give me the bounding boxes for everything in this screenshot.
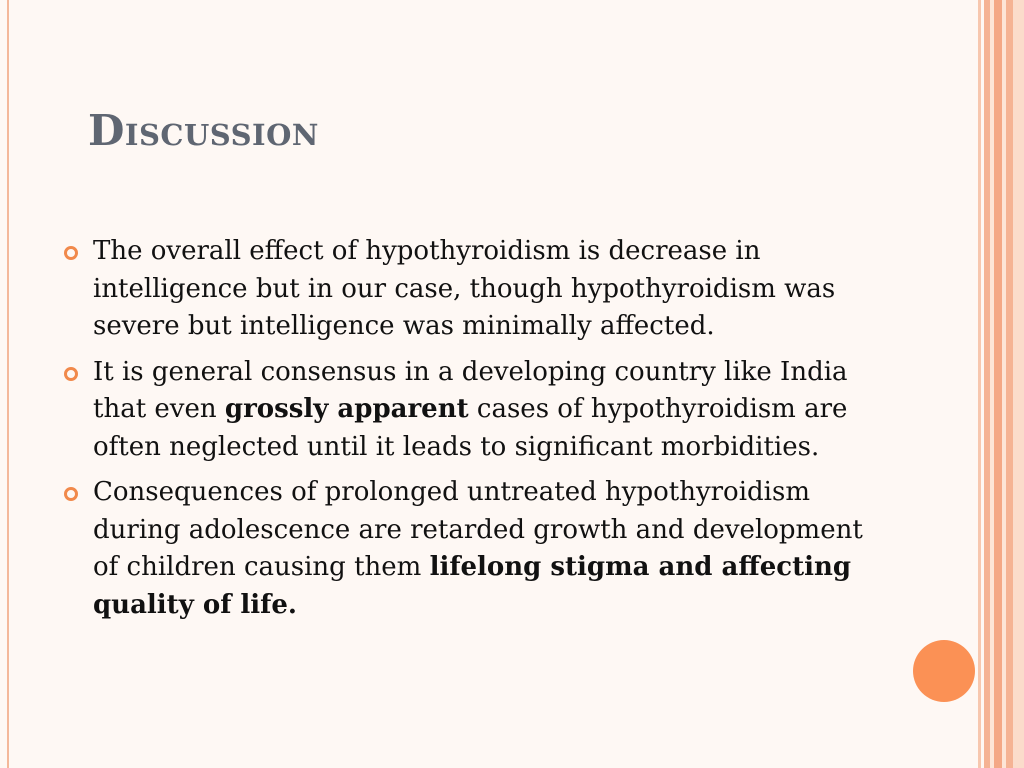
bullet-list <box>93 233 893 632</box>
bullet-3-text-a: Consequences of prolonged untreated hypothyroidism during adolescence are retarded growth and development of children causing them <box>93 477 863 582</box>
slide-title: Discussion <box>88 106 319 155</box>
right-stripe-1 <box>978 0 981 768</box>
bullet-2-text-c: cases of hypothyroidism are often neglected until it leads to significant morbidities. <box>93 394 848 462</box>
bullet-1-text: The overall effect of hypothyroidism is decrease in intelligence but in our case, though hypothyroidism was severe but intelligence was minimally affected. <box>93 236 836 341</box>
bullet-ring-icon <box>64 367 78 381</box>
bullet-item-3 <box>93 474 893 624</box>
bullet-3-text-bold: lifelong stigma and affecting quality of life. <box>93 552 852 620</box>
bullet-ring-icon <box>64 487 78 501</box>
right-stripe-6 <box>1006 0 1013 768</box>
bullet-item-2 <box>93 354 893 467</box>
bullet-2-text-a: It is general consensus in a developing country like India that even <box>93 356 848 424</box>
right-stripe-4 <box>994 0 1002 768</box>
bullet-2-text-bold: grossly apparent <box>224 394 469 424</box>
bullet-item-1 <box>93 233 893 346</box>
decorative-orange-circle <box>913 640 975 702</box>
right-stripe-7 <box>1013 0 1024 768</box>
bullet-ring-icon <box>64 246 78 260</box>
left-border-line <box>7 0 9 768</box>
